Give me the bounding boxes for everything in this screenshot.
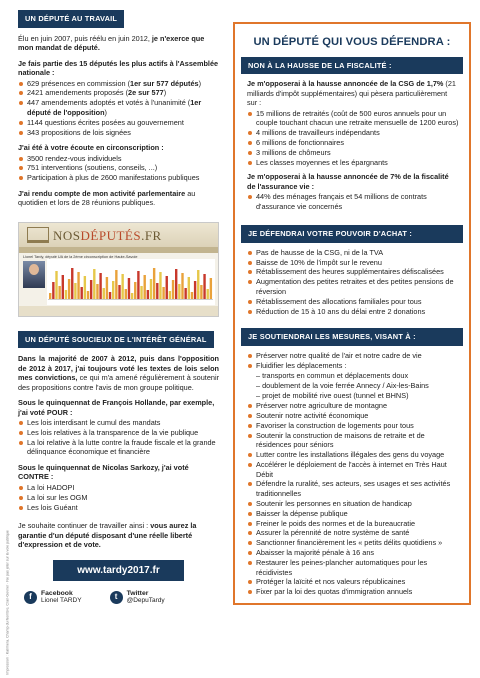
chart-bar (71, 268, 73, 299)
programme-title: UN DÉPUTÉ QUI VOUS DÉFENDRA : (253, 36, 451, 48)
chart-bar (74, 283, 76, 299)
list-item: Augmentation des petites retraites et des petites pensions de réversion (247, 277, 459, 296)
chart-bar (121, 274, 123, 299)
list-item: Les lois interdisant le cumul des mandats (18, 418, 219, 427)
contre-list (18, 483, 219, 512)
closing-paragraph: Je souhaite continuer de travailler ainsi : vous aurez la garantie d'un député disposant d'une réelle liberté d'expression et de vote. (18, 521, 197, 550)
chart-bar (162, 287, 164, 299)
deplacements-sublist (247, 371, 459, 400)
chart-bar (87, 291, 89, 299)
activity-list (18, 79, 219, 137)
chart-bar (125, 289, 127, 299)
list-item: Rétablissement des allocations familiales pour tous (247, 297, 459, 306)
chart-bar (194, 281, 196, 299)
csg-paragraph: Je m'opposerai à la hausse annoncée de la CSG de 1,7% (21 milliards d'impôt supplémentaires) qui pèsera particulièrement sur : (247, 79, 456, 108)
list-item: Préserver notre agriculture de montagne (247, 401, 459, 410)
list-item: Soutenir notre activité économique (247, 411, 459, 420)
chart-bar (203, 274, 205, 299)
chart-bar (131, 293, 133, 299)
section-header-pouvoir-achat: JE DÉFENDRAI VOTRE POUVOIR D'ACHAT : (241, 225, 463, 243)
chart-bar (153, 268, 155, 299)
activity-heading: Je fais partie des 15 députés les plus actifs à l'Assemblée nationale : (18, 58, 219, 78)
twitter-link[interactable]: t Twitter @DepuTardy (110, 590, 165, 605)
facebook-link[interactable]: f Facebook Lionel TARDY (24, 590, 82, 605)
csg-list (247, 109, 459, 167)
chart-bar (147, 290, 149, 299)
listening-heading: J'ai été à votre écoute en circonscription : (18, 143, 164, 153)
chart-bar (169, 291, 171, 299)
left-column (18, 10, 219, 605)
chart-bar (62, 275, 64, 299)
list-item: Réduction de 15 à 10 ans du délai entre 2 donations (247, 307, 459, 316)
list-item: La loi HADOPI (18, 483, 219, 492)
chart-bar (77, 272, 79, 299)
section-header-fiscalite: NON À LA HAUSSE DE LA FISCALITÉ : (241, 57, 463, 75)
chart-bar (93, 269, 95, 299)
list-item: Baisse de 10% de l'impôt sur le revenu (247, 258, 459, 267)
list-item: 751 interventions (soutiens, conseils, ...) (18, 163, 219, 172)
pour-list (18, 418, 219, 457)
section-header-mesures: JE SOUTIENDRAI LES MESURES, VISANT À : (241, 328, 463, 346)
list-item: 447 amendements adoptés et votés à l'unanimité (1er député de l'opposition) (18, 98, 219, 117)
list-item: Restaurer les peines-plancher automatiques pour les récidivistes (247, 558, 459, 577)
report-paragraph: J'ai rendu compte de mon activité parlementaire au quotidien et lors de 28 réunions publiques. (18, 188, 196, 208)
chart-bar (197, 270, 199, 299)
parliament-icon (27, 227, 49, 243)
chart-bar (128, 278, 130, 299)
intro-paragraph: Élu en juin 2007, puis réélu en juin 2012, je n'exerce que mon mandat de député. (18, 33, 205, 53)
pouvoir-achat-list (247, 248, 459, 316)
chart-bar (68, 279, 70, 299)
chart-bar (150, 279, 152, 299)
list-item: Favoriser la construction de logements pour tous (247, 421, 459, 430)
chart-bar (112, 281, 114, 299)
list-item: 1144 questions écrites posées au gouvernement (18, 118, 219, 127)
list-item: – doublement de la voie ferrée Annecy / Aix-les-Bains (256, 380, 429, 390)
chart-bar (140, 286, 142, 299)
activity-chart (47, 259, 215, 305)
list-item: Les lois Guéant (18, 503, 219, 512)
right-column (233, 22, 471, 605)
chart-bar (184, 288, 186, 299)
section-header-interet: UN DÉPUTÉ SOUCIEUX DE L'INTÉRÊT GÉNÉRAL (18, 331, 214, 349)
list-item: Abaisser la majorité pénale à 16 ans (247, 548, 459, 557)
list-item: Fixer par la loi des quotas d'immigration annuels (247, 587, 459, 596)
chart-bar (191, 292, 193, 299)
list-item: – transports en commun et déplacements doux (256, 371, 409, 380)
list-item: Accélérer le déploiement de l'accès à internet en Très Haut Débit (247, 460, 459, 479)
chart-bar (178, 284, 180, 299)
chart-bar (175, 269, 177, 299)
list-item: Préserver notre qualité de l'air et notre cadre de vie (247, 351, 459, 360)
list-item: Soutenir la construction de maisons de retraite et de résidences pour séniors (247, 431, 459, 450)
chart-bar (172, 280, 174, 299)
list-item: 3 millions de chômeurs (247, 148, 459, 157)
chart-bar (49, 293, 51, 299)
list-item: Soutenir les personnes en situation de handicap (247, 499, 459, 508)
chart-bar (188, 277, 190, 299)
list-item: 3500 rendez-vous individuels (18, 154, 219, 163)
chart-bar (65, 290, 67, 299)
list-item: La loi relative à la lutte contre la fraude fiscale et la grande délinquance économique et financière (18, 438, 219, 457)
list-item: – projet de mobilité rive ouest (tunnel et BHNS) (256, 390, 409, 400)
list-item: Assurer la pérennité de notre système de santé (247, 528, 459, 537)
website-link[interactable]: www.tardy2017.fr (53, 560, 183, 581)
chart-bar (200, 285, 202, 299)
list-item: Participation à plus de 2600 manifestations publiques (18, 173, 219, 182)
screenshot-caption: Lionel Tardy, député UA de la 2ème circonscription de Haute-Savoie (23, 254, 138, 259)
facebook-icon: f (24, 591, 37, 604)
list-item: Protéger la laïcité et nos valeurs républicaines (247, 577, 459, 586)
list-item: 44% des ménages français et 54 millions de contrats d'assurance vie concernés (247, 192, 459, 211)
chart-bar (103, 288, 105, 299)
chart-bar (96, 284, 98, 299)
list-item: Freiner le poids des normes et de la bureaucratie (247, 519, 459, 528)
list-item: Baisser la dépense publique (247, 509, 459, 518)
assurance-vie-list (247, 192, 459, 211)
chart-bar (115, 270, 117, 299)
list-item: 6 millions de fonctionnaires (247, 138, 459, 147)
assurance-vie-paragraph: Je m'opposerai à la hausse annoncée de 7% de la fiscalité de l'assurance vie : (247, 172, 449, 191)
deputy-photo (23, 261, 45, 288)
chart-bar (134, 282, 136, 299)
convictions-paragraph: Dans la majorité de 2007 à 2012, puis dans l'opposition de 2012 à 2017, j'ai toujours voté les textes de lois selon mes convictions, ce qui m'a amené régulièrement à soutenir des propositions contre l'avis de mon groupe politique. (18, 354, 219, 392)
chart-bar (90, 280, 92, 299)
chart-bar (109, 292, 111, 299)
chart-bar (58, 286, 60, 299)
sarkozy-heading: Sous le quinquennat de Nicolas Sarkozy, j'ai voté CONTRE : (18, 462, 189, 482)
nosdeputes-logo: NOSDÉPUTÉS.FR (53, 227, 162, 243)
chart-bar (99, 273, 101, 299)
chart-bar (166, 276, 168, 299)
list-item: Lutter contre les installations illégales des gens du voyage (247, 450, 459, 459)
list-item: Les classes moyennes et les épargnants (247, 158, 459, 167)
programme-box (233, 22, 471, 605)
social-links (18, 590, 219, 605)
imprint-strip (3, 395, 11, 675)
chart-bar (181, 273, 183, 299)
list-item: 2421 amendements proposés (2e sur 577) (18, 88, 219, 97)
chart-bar (106, 277, 108, 299)
chart-bar (52, 282, 54, 299)
chart-bar (210, 278, 212, 299)
mesures-list (247, 351, 459, 370)
chart-bar (81, 287, 83, 299)
chart-bar (207, 289, 209, 299)
list-item: 4 millions de travailleurs indépendants (247, 128, 459, 137)
chart-bar (144, 275, 146, 299)
section-header-travail: UN DÉPUTÉ AU TRAVAIL (18, 10, 124, 28)
chart-bar (118, 285, 120, 299)
mesures-list-continued (247, 401, 459, 597)
list-item: Fluidifier les déplacements : (247, 361, 459, 370)
chart-bar (84, 276, 86, 299)
nosdeputes-screenshot (18, 222, 219, 317)
list-item: Pas de hausse de la CSG, ni de la TVA (247, 248, 459, 257)
list-item: Sanctionner financièrement les « petits délits quotidiens » (247, 538, 459, 547)
twitter-icon: t (110, 591, 123, 604)
chart-bar (159, 272, 161, 299)
chart-bar (156, 283, 158, 299)
list-item: La loi sur les OGM (18, 493, 219, 502)
chart-bar (137, 271, 139, 299)
list-item: Défendre la ruralité, ses acteurs, ses usages et ses activités traditionnelles (247, 479, 459, 498)
list-item: Les lois relatives à la transparence de la vie publique (18, 428, 219, 437)
imprint-text: Impression : Kalimera, Champ du Nombre, Cran-Gevrier · Ne pas jeter sur la voie publique (5, 530, 10, 675)
listening-list (18, 154, 219, 183)
list-item: Rétablissement des heures supplémentaires défiscalisées (247, 267, 459, 276)
list-item: 629 présences en commission (1er sur 577 députés) (18, 79, 219, 88)
list-item: 15 millions de retraités (coût de 500 euros annuels pour un couple touchant chacun une retraite mensuelle de 1200 euros) (247, 109, 459, 128)
chart-bar (55, 271, 57, 299)
list-item: 343 propositions de lois signées (18, 128, 219, 137)
hollande-heading: Sous le quinquennat de François Hollande, par exemple, j'ai voté POUR : (18, 398, 215, 417)
